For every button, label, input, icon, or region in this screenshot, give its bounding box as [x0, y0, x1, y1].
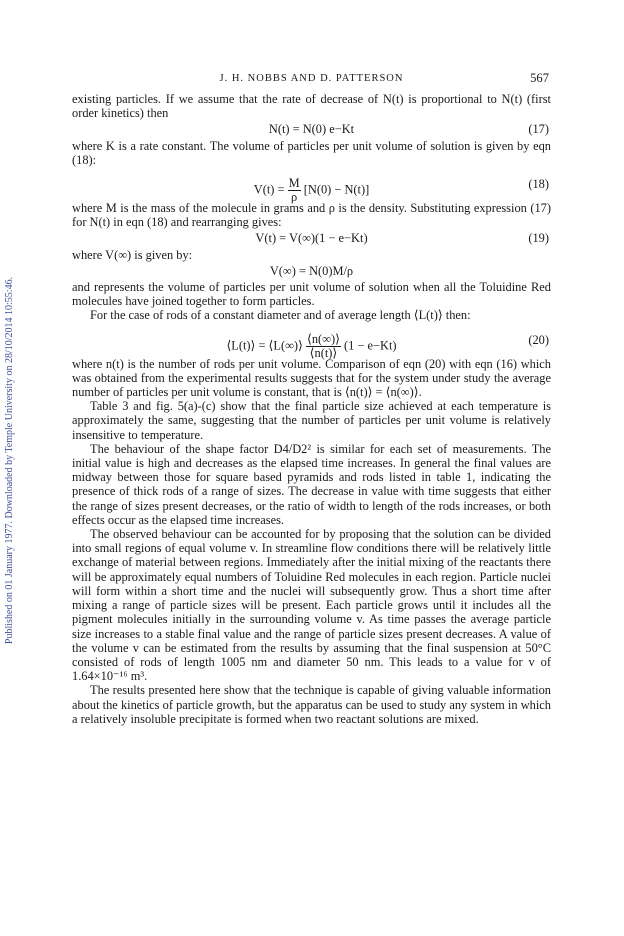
- paragraph-9: The behaviour of the shape factor D4/D2² is similar for each set of measurements. The initial value is high and decreases as the elapsed time increases. In general the final values are midway between those for square based pyramids and rods listed in table 1, indicating the presence of thick rods of a range of sizes. The decrease in value with time suggests that either the range of sizes present decreases, or the ratio of width to length of the rods increases, or both effects occur as the elapsed time increases.: [72, 441, 551, 527]
- equation-v-infinity-expr: V(∞) = N(0)M/ρ: [269, 263, 354, 278]
- paragraph-10: The observed behaviour can be accounted for by proposing that the solution can be divided into small regions of equal volume v. In streamline flow conditions there will be relatively little exchange of material between regions. Immediately after the initial mixing of the reactants there will be approximately equal numbers of Toluidine Red molecules in each region. Particle nuclei will form within a short time and the nuclei will subsequently grow. Thus a short time after mixing a range of particle sizes will be present. Each particle grows until it includes all the pigment molecules initially in the surrounding volume v. As time passes the average particle size increases to a stable final value and the range of particle sizes present decreases. A value of the volume v can be estimated from the results by assuming that the final suspension at 50°C consisted of rods of length 1005 nm and diameter 50 nm. This leads to a value for v of 1.64×10⁻¹⁶ m³.: [72, 527, 551, 684]
- equation-18: [72, 169, 551, 205]
- equation-18-rhs: [N(0) − N(t)]: [303, 182, 370, 197]
- equation-19: [72, 231, 551, 245]
- running-head: J. H. NOBBS AND D. PATTERSON: [219, 73, 404, 84]
- equation-20-fraction: [306, 333, 341, 360]
- equation-20-lhs: ⟨L(t)⟩ = ⟨L(∞)⟩: [226, 337, 303, 352]
- equation-20-expr: [226, 333, 396, 360]
- paragraph-4: where V(∞) is given by:: [72, 247, 193, 262]
- equation-19-expr: V(t) = V(∞)(1 − e−Kt): [255, 231, 368, 246]
- paragraph-1: existing particles. If we assume that the rate of decrease of N(t) is proportional to N(t) (first order kinetics) then: [72, 92, 551, 121]
- equation-17: [72, 122, 551, 136]
- equation-17-number: (17): [528, 122, 549, 137]
- equation-17-expr: N(t) = N(0) e−Kt: [268, 122, 355, 137]
- paper-page: [72, 72, 551, 726]
- paragraph-5: and represents the volume of particles per unit volume of solution when all the Toluidine Red molecules have joined together to form particles.: [72, 280, 551, 309]
- paragraph-7: where n(t) is the number of rods per unit volume. Comparison of eqn (20) with eqn (16) which was obtained from the experimental results suggests that for the system under study the average number of particles per unit volume is constant, that is ⟨n(t)⟩ = ⟨n(∞)⟩.: [72, 356, 551, 400]
- equation-20-number: (20): [528, 332, 549, 347]
- paragraph-3: where M is the mass of the molecule in grams and ρ is the density. Substituting expression (17) for N(t) in eqn (18) and rearranging gives:: [72, 201, 551, 230]
- page-header: [72, 72, 551, 90]
- equation-19-number: (19): [528, 231, 549, 246]
- paragraph-11: The results presented here show that the technique is capable of giving valuable information about the kinetics of particle growth, but the apparatus can be used to study any system in which a relatively insoluble precipitate is formed when two reactant solutions are mixed.: [72, 683, 551, 726]
- download-note-text: Published on 01 January 1977. Downloaded by Temple University on 28/10/2014 10:55:46.: [4, 276, 16, 644]
- paragraph-2: where K is a rate constant. The volume of particles per unit volume of solution is given by eqn (18):: [72, 138, 551, 167]
- equation-18-fraction: [288, 177, 301, 204]
- equation-20-denominator: ⟨n(t)⟩: [309, 345, 338, 360]
- equation-18-numerator: M: [288, 176, 300, 191]
- paragraph-8: Table 3 and fig. 5(a)-(c) show that the final particle size achieved at each temperature is approximately the same, suggesting that the number of particles per unit volume is relatively insensitive to temperature.: [72, 399, 551, 442]
- page-number: 567: [530, 71, 549, 85]
- equation-20: [72, 325, 551, 360]
- equation-18-lhs: V(t) =: [253, 182, 285, 197]
- equation-20-numerator: ⟨n(∞)⟩: [306, 331, 340, 346]
- equation-20-rhs: (1 − e−Kt): [344, 337, 397, 352]
- equation-18-denominator: ρ: [291, 190, 298, 205]
- download-sidebar-note: [2, 120, 18, 800]
- equation-v-infinity: [72, 264, 551, 278]
- equation-18-expr: [254, 177, 369, 204]
- equation-18-number: (18): [528, 177, 549, 192]
- paragraph-6: For the case of rods of a constant diameter and of average length ⟨L(t)⟩ then:: [90, 308, 471, 323]
